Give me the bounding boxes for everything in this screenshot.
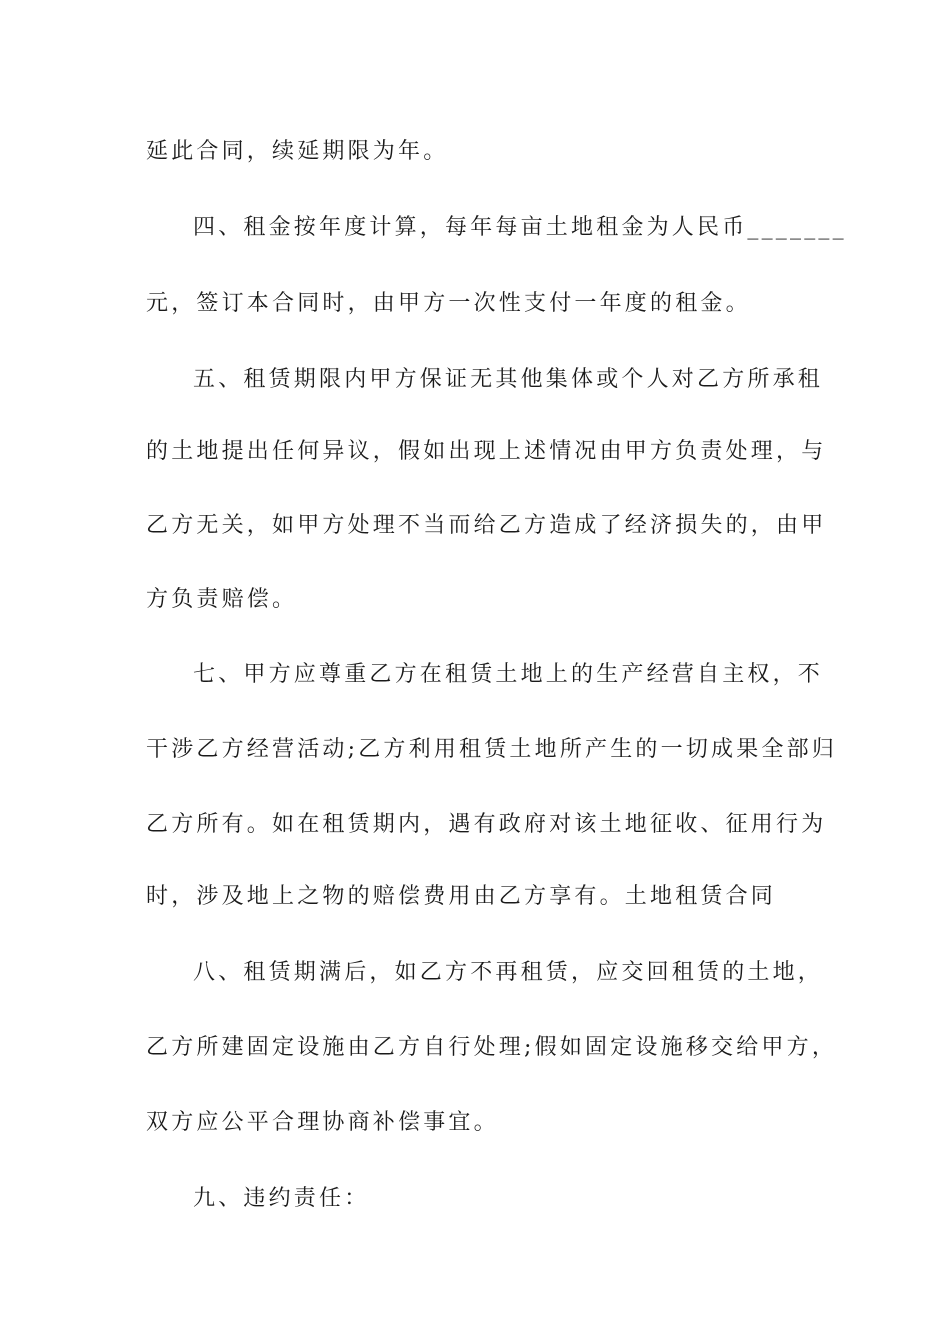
clause-seven-heading-line: 七、甲方应尊重乙方在租赁土地上的生产经营自主权，不 (193, 662, 824, 687)
text-line: 乙方无关，如甲方处理不当而给乙方造成了经济损失的，由甲 (146, 513, 827, 538)
text-line: 时，涉及地上之物的赔偿费用由乙方享有。土地租赁合同 (146, 884, 777, 909)
clause-eight-heading-line: 八、租赁期满后，如乙方不再租赁，应交回租赁的土地， (193, 960, 824, 985)
text-line: 双方应公平合理协商补偿事宜。 (146, 1110, 499, 1135)
clause-nine-heading-line: 九、违约责任： (193, 1186, 370, 1211)
text-line: 元，签订本合同时，由甲方一次性支付一年度的租金。 (146, 291, 751, 316)
text-line: 干涉乙方经营活动;乙方利用租赁土地所产生的一切成果全部归 (146, 737, 838, 762)
text-line: 延此合同，续延期限为年。 (146, 139, 449, 164)
text-line: 的土地提出任何异议，假如出现上述情况由甲方负责处理，与 (146, 439, 827, 464)
text-line: 乙方所建固定设施由乙方自行处理;假如固定设施移交给甲方， (146, 1035, 838, 1060)
text-line: 方负责赔偿。 (146, 587, 298, 612)
text-line: 乙方所有。如在租赁期内，遇有政府对该土地征收、征用行为 (146, 812, 827, 837)
clause-five-heading-line: 五、租赁期限内甲方保证无其他集体或个人对乙方所承租 (193, 367, 824, 392)
clause-four-heading-line: 四、租金按年度计算，每年每亩土地租金为人民币_______ (193, 215, 847, 240)
